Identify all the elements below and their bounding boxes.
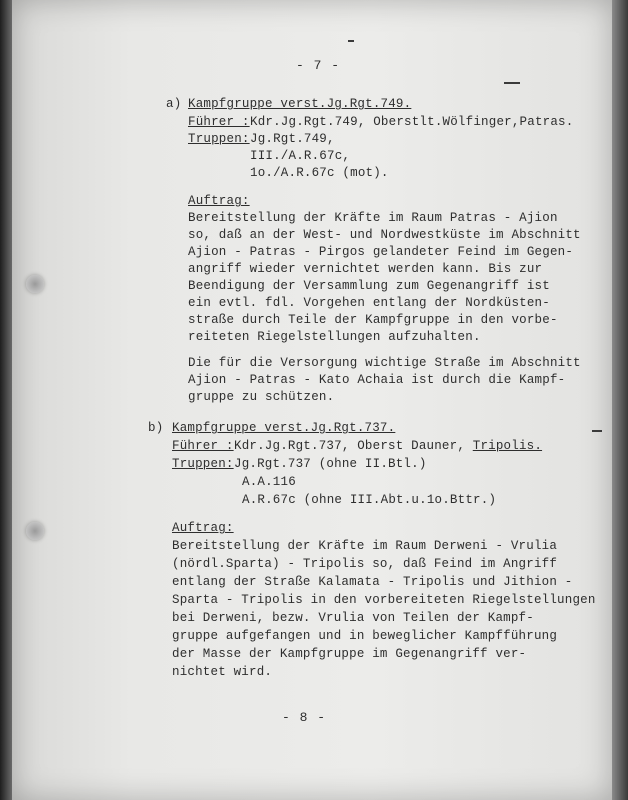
section-a-truppen-label: Truppen: (188, 132, 250, 146)
ink-mark (592, 430, 602, 432)
section-b-fuehrer-value-2: Tripolis. (472, 439, 543, 453)
punch-hole-bottom (26, 522, 44, 540)
section-b-truppen-label: Truppen: (172, 457, 234, 471)
section-b-truppen-2: A.A.116 (242, 475, 296, 489)
section-a-auftrag-line: angriff wieder vernichtet werden kann. Bis zur (188, 262, 543, 276)
section-a-auftrag-line: ein evtl. fdl. Vorgehen entlang der Nordküsten- (188, 296, 550, 310)
section-a-label: a) (166, 97, 182, 111)
section-b-auftrag-line: entlang der Straße Kalamata - Tripolis und Jithion - (172, 575, 573, 589)
scan-edge-right (612, 0, 628, 800)
page-number-top: - 7 - (296, 58, 341, 73)
section-b-auftrag-line: Sparta - Tripolis in den vorbereiteten Riegelstellungen (172, 593, 596, 607)
ink-mark (348, 40, 354, 42)
section-a-fuehrer-label: Führer : (188, 115, 250, 129)
section-a-truppen-2: III./A.R.67c, (250, 149, 351, 163)
section-a-auftrag-label: Auftrag: (188, 194, 250, 208)
section-b-auftrag-line: bei Derweni, bezw. Vrulia von Teilen der Kampf- (172, 611, 534, 625)
section-a-truppen-3: 1o./A.R.67c (mot). (250, 166, 389, 180)
section-a-auftrag-line: reiteten Riegelstellungen aufzuhalten. (188, 330, 481, 344)
punch-hole-top (26, 275, 44, 293)
section-b-fuehrer-value-1: Kdr.Jg.Rgt.737, Oberst Dauner, (234, 439, 473, 453)
section-b-auftrag-label: Auftrag: (172, 521, 234, 535)
section-b-fuehrer-value (234, 438, 542, 454)
section-b-fuehrer-label: Führer : (172, 439, 234, 453)
section-b-truppen-3: A.R.67c (ohne III.Abt.u.1o.Bttr.) (242, 493, 497, 507)
section-a-extra-line: Die für die Versorgung wichtige Straße im Abschnitt (188, 356, 581, 370)
section-a-auftrag-line: Bereitstellung der Kräfte im Raum Patras - Ajion (188, 211, 558, 225)
scan-edge-left (0, 0, 12, 800)
section-a-fuehrer-value: Kdr.Jg.Rgt.749, Oberstlt.Wölfinger,Patras. (250, 115, 574, 129)
page-number-bottom: - 8 - (282, 710, 327, 725)
section-b-label: b) (148, 421, 164, 435)
section-b-auftrag-line: der Masse der Kampfgruppe im Gegenangriff ver- (172, 647, 527, 661)
section-a-auftrag-line: Ajion - Patras - Pirgos gelandeter Feind im Gegen- (188, 245, 574, 259)
section-a-auftrag-line: straße durch Teile der Kampfgruppe in den vorbe- (188, 313, 558, 327)
section-a-auftrag-line: Beendigung der Versammlung zum Gegenangriff ist (188, 279, 550, 293)
ink-mark (504, 82, 520, 84)
section-b-auftrag-line: gruppe aufgefangen und in beweglicher Kampfführung (172, 629, 558, 643)
section-b-truppen-1: Jg.Rgt.737 (ohne II.Btl.) (234, 457, 427, 471)
section-a-truppen-1: Jg.Rgt.749, (250, 132, 335, 146)
section-a-heading: Kampfgruppe verst.Jg.Rgt.749. (188, 97, 412, 111)
document-page (12, 0, 612, 800)
section-b-auftrag-line: (nördl.Sparta) - Tripolis so, daß Feind im Angriff (172, 557, 558, 571)
section-b-auftrag-line: Bereitstellung der Kräfte im Raum Derweni - Vrulia (172, 539, 558, 553)
section-b-heading: Kampfgruppe verst.Jg.Rgt.737. (172, 421, 396, 435)
section-a-extra-line: gruppe zu schützen. (188, 390, 335, 404)
section-a-extra-line: Ajion - Patras - Kato Achaia ist durch die Kampf- (188, 373, 566, 387)
section-a-auftrag-line: so, daß an der West- und Nordwestküste im Abschnitt (188, 228, 581, 242)
section-b-auftrag-line: nichtet wird. (172, 665, 273, 679)
